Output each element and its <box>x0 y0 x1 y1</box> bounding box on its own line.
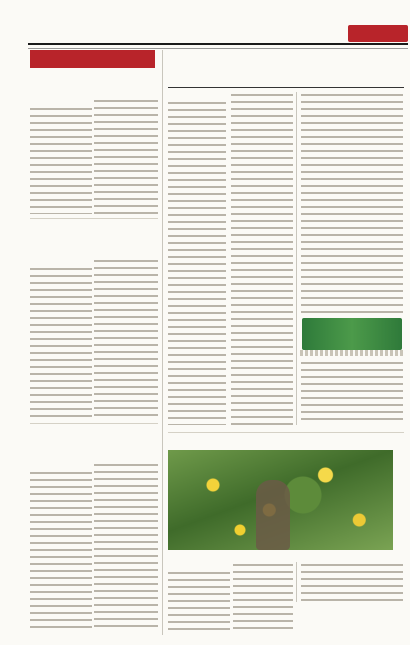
column-separator-right-bottom <box>296 562 297 602</box>
right-top-body-col3 <box>301 92 403 316</box>
right-bottom-body-col3 <box>301 562 403 606</box>
promo-banner-text <box>308 327 396 341</box>
promo-banner <box>302 318 402 350</box>
newspaper-logo <box>348 25 408 42</box>
masthead-rule <box>28 48 408 49</box>
promo-banner-strip <box>300 350 404 356</box>
story2-body-col2 <box>94 258 158 419</box>
right-bottom-body-col2 <box>233 562 293 632</box>
issue-date <box>28 30 178 40</box>
divider <box>30 218 158 219</box>
photo-person <box>256 480 290 550</box>
right-top-body-col2 <box>231 92 293 425</box>
right-bottom-body-col1 <box>168 570 230 632</box>
right-top-body-col3-continued <box>301 360 403 425</box>
right-top-kicker <box>168 52 248 61</box>
column-separator-left <box>162 50 163 635</box>
footer-slogan <box>335 610 410 630</box>
news-photo <box>168 450 393 550</box>
story1-body-col2 <box>94 98 158 214</box>
story3-body-col1 <box>30 470 92 630</box>
right-top-headline <box>168 64 404 86</box>
right-bottom-headline <box>168 440 169 441</box>
headline-rule <box>168 87 404 88</box>
right-bottom-kicker <box>168 437 248 446</box>
photo-caption <box>168 552 393 560</box>
story1-body-col1 <box>30 106 92 214</box>
divider <box>168 432 404 433</box>
masthead <box>28 23 408 45</box>
story3-kicker <box>30 428 110 437</box>
section-banner <box>30 50 155 68</box>
section-title <box>240 25 280 43</box>
story2-headline <box>30 233 158 255</box>
right-top-body-col1 <box>168 100 226 425</box>
story3-headline <box>30 438 158 460</box>
story2-kicker <box>30 222 110 231</box>
story2-body-col1 <box>30 266 92 419</box>
story3-body-col2 <box>94 462 158 630</box>
column-separator-right-top <box>296 92 297 425</box>
story1-headline <box>30 72 158 94</box>
divider <box>30 423 158 424</box>
